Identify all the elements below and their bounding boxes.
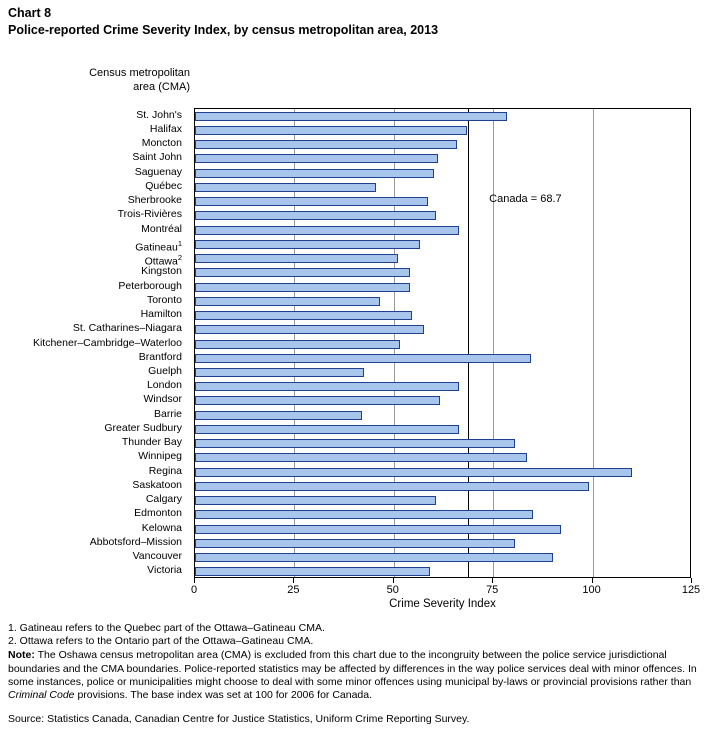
category-label: Kelowna bbox=[141, 521, 182, 534]
page-title: Police-reported Crime Severity Index, by census metropolitan area, 2013 bbox=[8, 23, 439, 37]
x-tick-label: 125 bbox=[681, 584, 701, 596]
category-label: Edmonton bbox=[134, 507, 182, 520]
x-tick-mark bbox=[691, 578, 692, 583]
category-labels bbox=[0, 108, 188, 578]
bar bbox=[195, 439, 515, 448]
bar bbox=[195, 482, 589, 491]
bar bbox=[195, 240, 420, 249]
bar bbox=[195, 553, 553, 562]
bar bbox=[195, 539, 515, 548]
y-axis-title-line1: Census metropolitan bbox=[89, 67, 190, 79]
category-label: Moncton bbox=[141, 137, 182, 150]
bar bbox=[195, 325, 424, 334]
category-label: Québec bbox=[145, 179, 182, 192]
bar bbox=[195, 510, 533, 519]
x-tick-mark bbox=[492, 578, 493, 583]
footnote-2: 2. Ottawa refers to the Ontario part of the Ottawa–Gatineau CMA. bbox=[8, 635, 314, 648]
category-label: London bbox=[146, 379, 182, 392]
bar bbox=[195, 525, 561, 534]
footnote-marker: 1 bbox=[177, 238, 182, 248]
x-tick-label: 25 bbox=[287, 584, 300, 596]
category-label: Toronto bbox=[146, 293, 182, 306]
bar bbox=[195, 496, 436, 505]
bar bbox=[195, 126, 467, 135]
category-label: Halifax bbox=[149, 122, 182, 135]
bar bbox=[195, 183, 376, 192]
footnote-marker: 2 bbox=[177, 253, 182, 263]
category-label: Saint John bbox=[132, 151, 182, 164]
x-axis-title: Crime Severity Index bbox=[389, 598, 496, 610]
note-italic-term: Criminal Code bbox=[8, 689, 75, 702]
category-label: Saguenay bbox=[134, 165, 182, 178]
note-text-part1: The Oshawa census metropolitan area (CMA) is excluded from this chart due to the incongruity between the police service jurisdictional boundaries and the CMA boundaries. Police-reported statistics may be affected by differences in the way police services deal with minor offences. In some instances, police or municipalities might choose to deal with some minor offences using municipal by-laws or provincial provisions rather than bbox=[8, 649, 697, 688]
bar bbox=[195, 283, 410, 292]
bar bbox=[195, 211, 436, 220]
bar bbox=[195, 354, 531, 363]
chart-number-label: Chart 8 bbox=[8, 6, 52, 20]
category-label: Gatineau$^1$ bbox=[135, 238, 182, 254]
x-tick-label: 100 bbox=[582, 584, 601, 596]
bar bbox=[195, 268, 410, 277]
plot-area bbox=[194, 108, 691, 578]
bar bbox=[195, 197, 428, 206]
x-tick-mark bbox=[393, 578, 394, 583]
category-label: Abbotsford–Mission bbox=[89, 535, 182, 548]
category-label: Sherbrooke bbox=[127, 194, 182, 207]
footnotes bbox=[8, 622, 708, 736]
bar bbox=[195, 468, 632, 477]
category-label: Peterborough bbox=[118, 279, 182, 292]
bar bbox=[195, 425, 459, 434]
category-label: Hamilton bbox=[140, 308, 182, 320]
category-label: Vancouver bbox=[132, 550, 182, 563]
bar bbox=[195, 311, 412, 320]
bar bbox=[195, 396, 440, 405]
category-label: St. Catharines–Niagara bbox=[72, 322, 182, 335]
category-label: Kingston bbox=[141, 265, 182, 278]
x-tick-mark bbox=[293, 578, 294, 583]
category-label: Kitchener–Cambridge–Waterloo bbox=[32, 336, 182, 349]
category-label: St. John's bbox=[136, 108, 182, 121]
category-label: Barrie bbox=[153, 407, 182, 420]
bar bbox=[195, 368, 364, 377]
note-block bbox=[8, 649, 708, 702]
category-label: Greater Sudbury bbox=[104, 421, 182, 434]
bar bbox=[195, 226, 459, 235]
category-label: Brantford bbox=[138, 350, 182, 363]
category-label: Windsor bbox=[143, 393, 182, 406]
x-tick-label: 50 bbox=[386, 584, 399, 596]
bar bbox=[195, 382, 459, 391]
x-tick-label: 0 bbox=[190, 584, 198, 596]
category-label: Regina bbox=[148, 464, 182, 477]
bar bbox=[195, 340, 400, 349]
footnote-1: 1. Gatineau refers to the Quebec part of the Ottawa–Gatineau CMA. bbox=[8, 622, 325, 634]
bar bbox=[195, 169, 434, 178]
bar bbox=[195, 411, 362, 420]
category-label: Thunder Bay bbox=[121, 436, 182, 449]
category-label: Victoria bbox=[147, 564, 182, 577]
category-label: Montréal bbox=[141, 222, 182, 235]
bar bbox=[195, 453, 527, 462]
note-label: Note: bbox=[8, 649, 35, 662]
category-label: Guelph bbox=[148, 364, 182, 377]
bar bbox=[195, 254, 398, 263]
bar bbox=[195, 112, 507, 121]
canada-annotation: Canada = 68.7 bbox=[489, 193, 562, 205]
category-label: Ottawa$^2$ bbox=[144, 253, 182, 268]
y-axis-title-line2: area (CMA) bbox=[133, 81, 190, 93]
x-axis-ticks bbox=[190, 578, 701, 596]
source-line: Source: Statistics Canada, Canadian Centre for Justice Statistics, Uniform Crime Reporting Survey. bbox=[8, 712, 470, 725]
y-axis-title bbox=[60, 66, 190, 94]
bar bbox=[195, 297, 380, 306]
category-label: Winnipeg bbox=[138, 450, 182, 463]
category-label: Calgary bbox=[145, 493, 182, 506]
bar bbox=[195, 154, 438, 163]
bar bbox=[195, 140, 457, 149]
note-text-part2: provisions. The base index was set at 100 for 2006 for Canada. bbox=[74, 689, 373, 702]
x-tick-label: 75 bbox=[486, 584, 499, 596]
bar-series bbox=[195, 109, 690, 577]
category-label: Saskatoon bbox=[132, 478, 182, 491]
x-tick-mark bbox=[592, 578, 593, 583]
x-tick-mark bbox=[194, 578, 195, 583]
category-label: Trois-Rivières bbox=[117, 208, 182, 221]
bar bbox=[195, 567, 430, 576]
